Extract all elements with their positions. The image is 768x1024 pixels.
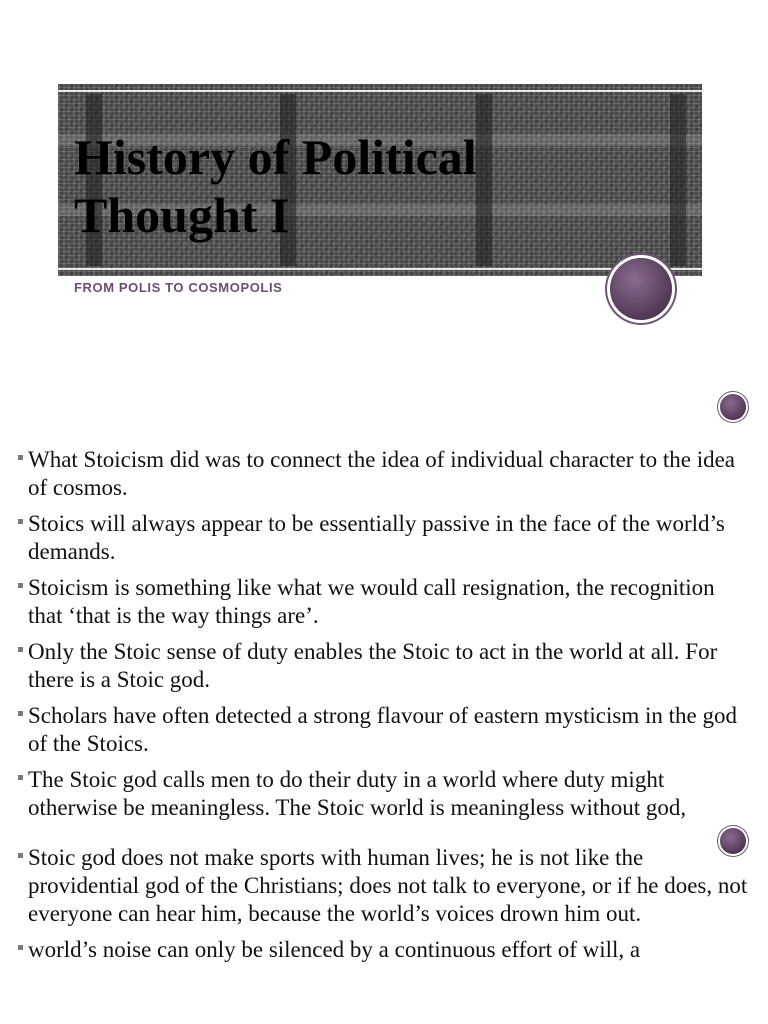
bullet-item: world’s noise can only be silenced by a continuous effort of will, a — [18, 936, 748, 964]
bullet-square-icon — [18, 711, 23, 716]
bullet-item: The Stoic god calls men to do their duty in a world where duty might otherwise be meaningless. The Stoic world is meaningless without god, — [18, 766, 748, 822]
bullet-square-icon — [18, 647, 23, 652]
bullet-list — [18, 446, 748, 972]
bullet-item: Scholars have often detected a strong flavour of eastern mysticism in the god of the Stoics. — [18, 702, 748, 758]
title-line-1: History of Political — [74, 129, 477, 185]
decorative-circle-icon — [720, 394, 746, 420]
bullet-square-icon — [18, 519, 23, 524]
content-slide — [0, 380, 768, 1024]
bullet-square-icon — [18, 583, 23, 588]
presentation-title — [74, 128, 594, 244]
bullet-item: Stoics will always appear to be essentially passive in the face of the world’s demands. — [18, 510, 748, 566]
bullet-item: Stoic god does not make sports with human lives; he is not like the providential god of the Christians; does not talk to everyone, or if he does, not everyone can hear him, because the world’s voices drown him out. — [18, 844, 748, 928]
bullet-square-icon — [18, 945, 23, 950]
presentation-subtitle: FROM POLIS TO COSMOPOLIS — [74, 280, 283, 295]
bullet-item: Stoicism is something like what we would call resignation, the recognition that ‘that is the way things are’. — [18, 574, 748, 630]
bullet-item: Only the Stoic sense of duty enables the Stoic to act in the world at all. For there is a Stoic god. — [18, 638, 748, 694]
title-slide — [0, 0, 768, 380]
bullet-item: What Stoicism did was to connect the idea of individual character to the idea of cosmos. — [18, 446, 748, 502]
bullet-square-icon — [18, 455, 23, 460]
title-line-2: Thought I — [74, 187, 290, 243]
bullet-square-icon — [18, 775, 23, 780]
decorative-circle-icon — [610, 258, 672, 320]
bullet-square-icon — [18, 853, 23, 858]
